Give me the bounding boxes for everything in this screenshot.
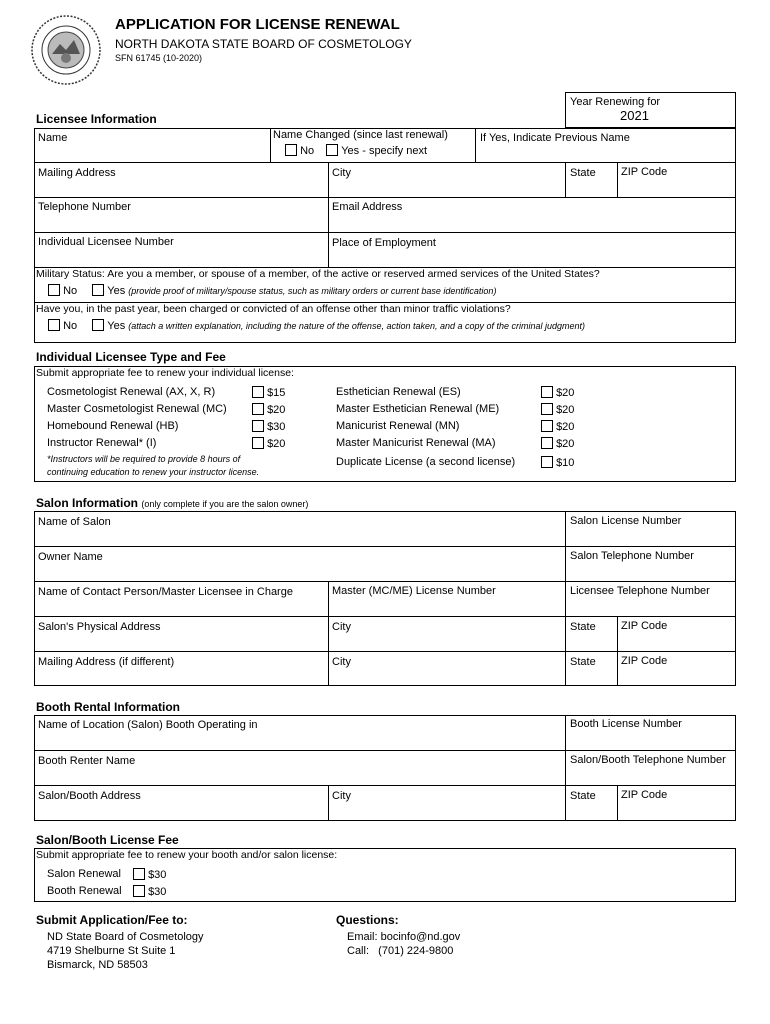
conviction-note: (attach a written explanation, including the nature of the offense, action taken, and a copy of the criminal judgment) xyxy=(128,321,586,331)
fee-value: $30 xyxy=(267,421,286,433)
license-right-checkbox-1[interactable] xyxy=(541,403,553,415)
license-type-title: Individual Licensee Type and Fee xyxy=(36,350,226,364)
salon-renewal-label: Salon Renewal xyxy=(47,868,121,880)
name-changed-options xyxy=(285,144,427,157)
salon-license-label: Salon License Number xyxy=(570,515,682,527)
license-left-checkbox-1[interactable] xyxy=(252,403,264,415)
contact-person-label: Name of Contact Person/Master Licensee in Charge xyxy=(38,586,293,598)
booth-renewal-fee xyxy=(133,885,166,898)
master-license-label: Master (MC/ME) License Number xyxy=(332,585,496,597)
license-right-0: Esthetician Renewal (ES) xyxy=(336,386,461,398)
name-label: Name xyxy=(38,132,68,144)
military-no-label: No xyxy=(63,285,78,297)
license-right-1: Master Esthetician Renewal (ME) xyxy=(336,403,500,415)
board-name: NORTH DAKOTA STATE BOARD OF COSMETOLOGY xyxy=(115,37,412,51)
salon-zip-label: ZIP Code xyxy=(621,620,668,632)
licensee-section-title: Licensee Information xyxy=(36,112,157,126)
name-changed-yes-label: Yes - specify next xyxy=(341,145,428,157)
military-options xyxy=(48,284,496,297)
conviction-no-label: No xyxy=(63,320,78,332)
state-seal xyxy=(30,14,102,86)
email-label: Email Address xyxy=(332,201,403,213)
mail-address-line-1: ND State Board of Cosmetology xyxy=(47,931,204,943)
fee-value: $15 xyxy=(267,387,286,399)
license-left-fee-0 xyxy=(252,386,285,399)
salon-state-label: State xyxy=(570,621,596,633)
mail-address-line-3: Bismarck, ND 58503 xyxy=(47,959,148,971)
salon-title-text: Salon Information xyxy=(36,496,138,510)
license-left-fee-2 xyxy=(252,420,285,433)
license-type-instruction: Submit appropriate fee to renew your individual license: xyxy=(36,367,294,379)
fee-value: $10 xyxy=(556,457,575,469)
city-label: City xyxy=(332,167,351,179)
booth-license-label: Booth License Number xyxy=(570,718,682,730)
conviction-yes-label: Yes xyxy=(107,320,126,332)
contact-phone: Call: (701) 224-9800 xyxy=(347,945,454,957)
fee-value: $20 xyxy=(267,438,286,450)
owner-name-label: Owner Name xyxy=(38,551,103,563)
year-renewing-value: 2021 xyxy=(620,108,649,123)
salon-mailing-label: Mailing Address (if different) xyxy=(38,656,175,668)
instructor-footnote-2: continuing education to renew your instructor license. xyxy=(47,467,260,477)
fee-instruction: Submit appropriate fee to renew your booth and/or salon license: xyxy=(36,849,338,861)
license-right-checkbox-2[interactable] xyxy=(541,420,553,432)
fee-value: $20 xyxy=(556,387,575,399)
license-left-checkbox-3[interactable] xyxy=(252,437,264,449)
license-right-checkbox-0[interactable] xyxy=(541,386,553,398)
military-yes-checkbox[interactable] xyxy=(92,284,104,296)
license-left-checkbox-2[interactable] xyxy=(252,420,264,432)
fee-value: $20 xyxy=(267,404,286,416)
license-number-label: Individual Licensee Number xyxy=(38,236,174,248)
conviction-yes-checkbox[interactable] xyxy=(92,319,104,331)
fee-value: $30 xyxy=(148,869,167,881)
contact-email: Email: bocinfo@nd.gov xyxy=(347,931,461,943)
instructor-footnote-1: *Instructors will be required to provide 8 hours of xyxy=(47,454,241,464)
telephone-label: Telephone Number xyxy=(38,201,131,213)
fee-value: $30 xyxy=(148,886,167,898)
booth-city-label: City xyxy=(332,790,351,802)
booth-address-label: Salon/Booth Address xyxy=(38,790,141,802)
questions-title: Questions: xyxy=(336,913,399,927)
salon-renewal-checkbox[interactable] xyxy=(133,868,145,880)
salon-mailing-state-label: State xyxy=(570,656,596,668)
form-title: APPLICATION FOR LICENSE RENEWAL xyxy=(115,16,400,33)
salon-city-label: City xyxy=(332,621,351,633)
salon-mailing-zip-label: ZIP Code xyxy=(621,655,668,667)
name-changed-no-label: No xyxy=(300,145,315,157)
booth-section-title: Booth Rental Information xyxy=(36,700,180,714)
submit-title: Submit Application/Fee to: xyxy=(36,913,188,927)
license-right-fee-0 xyxy=(541,386,574,399)
licensee-phone-label: Licensee Telephone Number xyxy=(570,585,710,597)
form-number: SFN 61745 (10-2020) xyxy=(115,53,203,63)
license-right-checkbox-4[interactable] xyxy=(541,456,553,468)
license-left-2: Homebound Renewal (HB) xyxy=(47,420,179,432)
booth-zip-label: ZIP Code xyxy=(621,789,668,801)
mailing-address-label: Mailing Address xyxy=(38,167,116,179)
fee-value: $20 xyxy=(556,404,575,416)
license-right-fee-2 xyxy=(541,420,574,433)
military-yes-label: Yes xyxy=(107,285,126,297)
license-left-3: Instructor Renewal* (I) xyxy=(47,437,157,449)
military-no-checkbox[interactable] xyxy=(48,284,60,296)
conviction-question: Have you, in the past year, been charged or convicted of an offense other than minor traffic violations? xyxy=(36,303,511,315)
license-right-fee-1 xyxy=(541,403,574,416)
booth-location-label: Name of Location (Salon) Booth Operating in xyxy=(38,719,258,731)
military-question: Military Status: Are you a member, or spouse of a member, of the active or reserved armed services of the United States? xyxy=(36,268,600,280)
zip-label: ZIP Code xyxy=(621,166,668,178)
booth-renewal-label: Booth Renewal xyxy=(47,885,122,897)
salon-renewal-fee xyxy=(133,868,166,881)
license-right-2: Manicurist Renewal (MN) xyxy=(336,420,460,432)
booth-telephone-label: Salon/Booth Telephone Number xyxy=(570,754,726,766)
license-right-fee-3 xyxy=(541,437,574,450)
license-right-fee-4 xyxy=(541,456,574,469)
booth-renter-label: Booth Renter Name xyxy=(38,755,136,767)
military-note: (provide proof of military/spouse status, such as military orders or current base identification) xyxy=(128,286,497,296)
physical-address-label: Salon's Physical Address xyxy=(38,621,161,633)
salon-name-label: Name of Salon xyxy=(38,516,111,528)
license-left-fee-1 xyxy=(252,403,285,416)
previous-name-label: If Yes, Indicate Previous Name xyxy=(480,132,630,144)
license-left-checkbox-0[interactable] xyxy=(252,386,264,398)
booth-state-label: State xyxy=(570,790,596,802)
conviction-no-checkbox[interactable] xyxy=(48,319,60,331)
name-changed-yes-checkbox[interactable] xyxy=(326,144,338,156)
license-right-checkbox-3[interactable] xyxy=(541,437,553,449)
salon-title-note: (only complete if you are the salon owner) xyxy=(141,499,309,509)
booth-renewal-checkbox[interactable] xyxy=(133,885,145,897)
salon-telephone-label: Salon Telephone Number xyxy=(570,550,694,562)
mail-address-line-2: 4719 Shelburne St Suite 1 xyxy=(47,945,176,957)
fee-value: $20 xyxy=(556,421,575,433)
license-left-fee-3 xyxy=(252,437,285,450)
salon-section-title xyxy=(36,496,308,510)
name-changed-label: Name Changed (since last renewal) xyxy=(273,129,448,141)
state-label: State xyxy=(570,167,596,179)
name-changed-no-checkbox[interactable] xyxy=(285,144,297,156)
license-left-0: Cosmetologist Renewal (AX, X, R) xyxy=(47,386,216,398)
license-right-4: Duplicate License (a second license) xyxy=(336,456,516,468)
license-left-1: Master Cosmetologist Renewal (MC) xyxy=(47,403,227,415)
employment-label: Place of Employment xyxy=(332,237,436,249)
year-renewing-label: Year Renewing for xyxy=(570,96,661,108)
conviction-options xyxy=(48,319,585,332)
fee-section-title: Salon/Booth License Fee xyxy=(36,833,179,847)
license-right-3: Master Manicurist Renewal (MA) xyxy=(336,437,496,449)
fee-value: $20 xyxy=(556,438,575,450)
salon-mailing-city-label: City xyxy=(332,656,351,668)
